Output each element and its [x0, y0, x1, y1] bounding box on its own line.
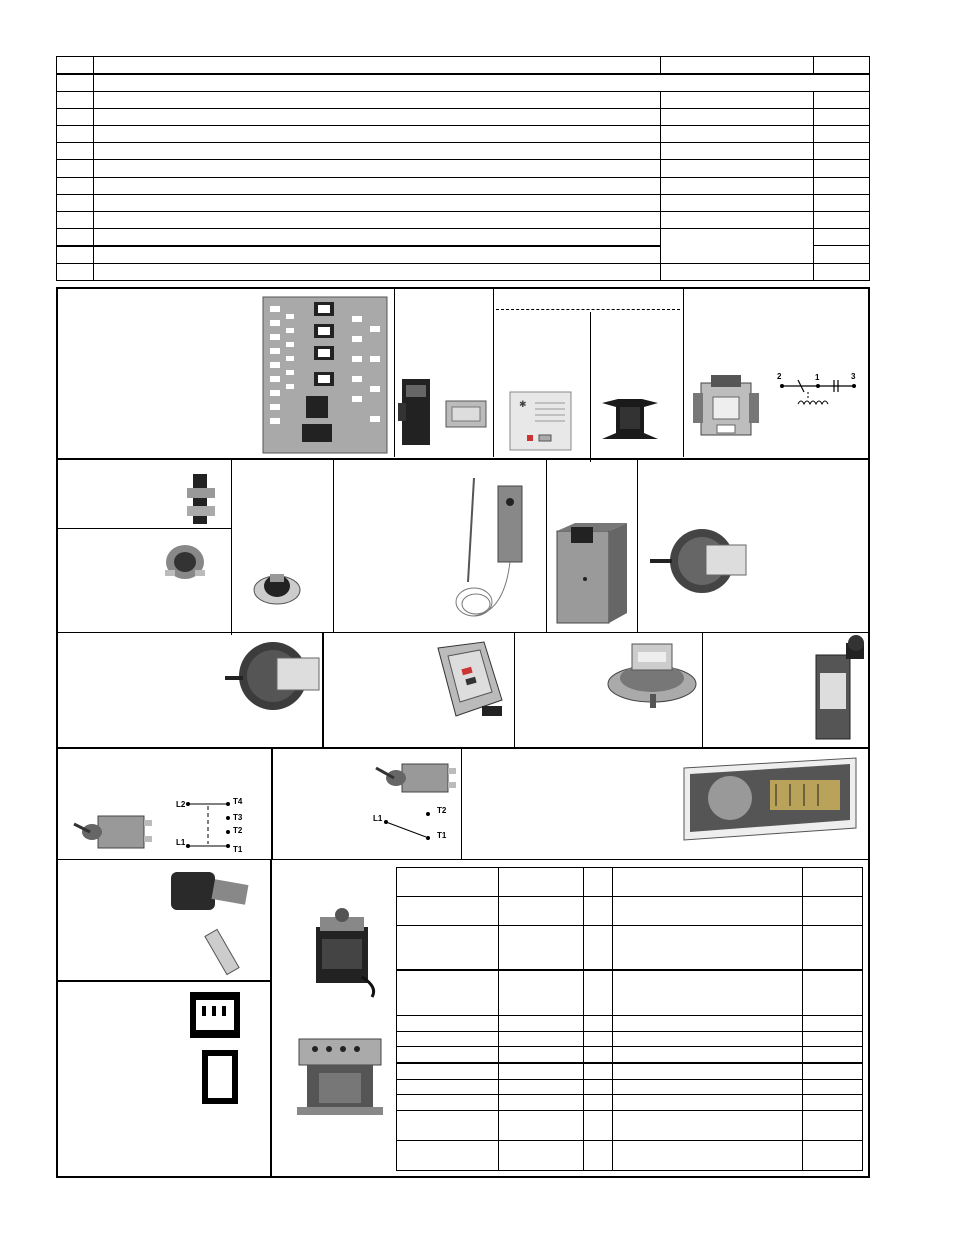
- lever-limit-switch-photo: [806, 633, 866, 743]
- specs-col: [498, 867, 499, 1171]
- capillary-thermostat-photo: [454, 472, 528, 622]
- terminal-block-photo: [188, 992, 242, 1104]
- fuse-holder-photo: [165, 868, 253, 978]
- row-rule: [56, 91, 870, 92]
- snap-disc-photo: [252, 568, 302, 608]
- relay-pin-3: 3: [851, 372, 856, 381]
- toggle-switch-photo: [70, 806, 154, 856]
- panel-divider: [270, 860, 272, 1178]
- transformer-large-photo: [293, 1033, 387, 1123]
- gfci-receptacle-photo: [432, 640, 508, 720]
- specs-rule: [396, 1015, 863, 1016]
- control-board-photo: [262, 296, 388, 454]
- specs-col: [583, 867, 584, 1171]
- pressure-switch-photo: [225, 640, 323, 712]
- enclosure-box-photo: [553, 519, 633, 625]
- timer-module-photo: [509, 391, 572, 451]
- row-rule: [56, 142, 870, 143]
- panel-rule: [56, 632, 870, 633]
- panel-divider: [461, 749, 462, 859]
- panel-divider: [683, 289, 684, 457]
- row-rule: [56, 211, 870, 212]
- specs-rule: [396, 896, 863, 897]
- specs-rule: [396, 1079, 863, 1080]
- dpdt-label-T3: T3: [233, 813, 243, 822]
- panel-divider: [231, 460, 232, 635]
- toggle-switch-photo: [372, 756, 460, 798]
- dpdt-label-L1: L1: [176, 838, 186, 847]
- row-rule: [56, 228, 870, 229]
- specs-rule: [396, 1031, 863, 1032]
- panel-rule: [56, 458, 870, 460]
- specs-rule: [396, 1140, 863, 1141]
- specs-table-frame: [396, 867, 863, 1171]
- relay-socket-photo: [398, 373, 490, 453]
- dpdt-label-T1: T1: [233, 845, 243, 854]
- transformer-small-photo: [302, 907, 382, 999]
- specs-col: [612, 867, 613, 1171]
- row-rule: [56, 194, 870, 195]
- panel-rule: [56, 859, 870, 860]
- panel-divider: [333, 460, 334, 632]
- rubber-boot-photo: [598, 395, 662, 449]
- spdt-label-T2: T2: [437, 806, 447, 815]
- panel-divider: [514, 633, 515, 747]
- dpdt-label-T2: T2: [233, 826, 243, 835]
- row-rule: [56, 245, 661, 247]
- specs-rule: [396, 1110, 863, 1111]
- panel-divider: [702, 633, 703, 747]
- specs-rule: [396, 1062, 863, 1064]
- dpdt-label-L2: L2: [176, 800, 186, 809]
- panel-divider: [590, 312, 591, 462]
- specs-rule: [396, 925, 863, 926]
- row-rule: [56, 125, 870, 126]
- dashed-rule: [496, 309, 680, 310]
- specs-rule: [396, 1046, 863, 1047]
- row-rule: [56, 177, 870, 178]
- specs-rule: [396, 1094, 863, 1095]
- limit-switch-photo: [185, 472, 217, 526]
- panel-divider: [637, 460, 638, 632]
- col-divider-2b: [660, 91, 661, 281]
- parts-table-frame: [56, 56, 870, 281]
- header-rule: [56, 73, 870, 75]
- panel-rule: [56, 747, 870, 749]
- panel-divider: [493, 289, 494, 457]
- dpdt-label-T4: T4: [233, 797, 243, 806]
- col-divider-3b: [813, 91, 814, 281]
- relay-pin-1: 1: [815, 373, 820, 382]
- panel-rule: [56, 528, 232, 529]
- pressure-switch-photo: [604, 638, 700, 710]
- relay-pin-2: 2: [777, 372, 782, 381]
- panel-divider: [271, 749, 273, 859]
- snap-disc-photo: [163, 540, 207, 584]
- specs-rule: [396, 969, 863, 971]
- panel-divider: [546, 460, 547, 632]
- row-rule: [813, 245, 870, 246]
- col-divider-2: [660, 56, 661, 73]
- specs-col: [802, 867, 803, 1171]
- dpdt-schematic: [186, 796, 236, 854]
- col-divider-3: [813, 56, 814, 73]
- spdt-label-L1: L1: [373, 814, 383, 823]
- boxed-control-module-photo: [680, 754, 860, 846]
- row-rule: [56, 108, 870, 109]
- spdt-schematic: [380, 808, 440, 842]
- panel-rule: [56, 980, 271, 982]
- svg-text:✱: ✱: [519, 399, 527, 409]
- row-rule: [56, 263, 870, 264]
- pressure-switch-photo: [650, 527, 756, 595]
- spdt-label-T1: T1: [437, 831, 447, 840]
- col-divider-1: [93, 56, 94, 281]
- row-rule: [56, 159, 870, 160]
- panel-divider: [394, 289, 395, 457]
- contactor-photo: [693, 373, 759, 441]
